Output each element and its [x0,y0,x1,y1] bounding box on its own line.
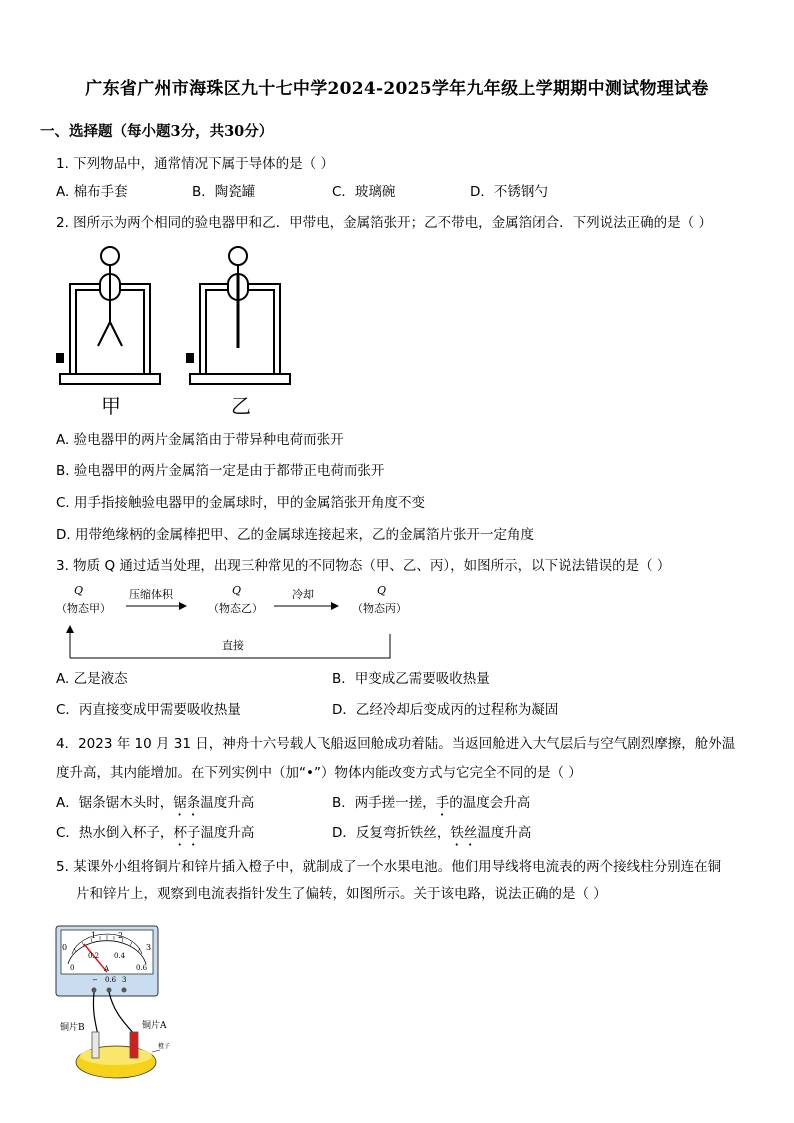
terminal-3-label: 3 [122,976,127,984]
section-heading: 一、选择题（每小题3分，共30分） [40,123,274,140]
back-arrow-label: 直接 [222,639,244,652]
state-3-label: （物态丙） [352,602,407,615]
meter-top-1: 1 [91,931,97,940]
q4-option-c [56,823,254,849]
fruit-battery-figure [54,924,184,1084]
plate-a-label: 铜片A [142,1021,167,1031]
q4-a-suffix: 温度升高 [200,795,255,811]
state-2-symbol: Q [232,584,242,597]
plate-a [130,1032,138,1058]
q2-option-a: A. 验电器甲的两片金属箔由于带异种电荷而张开 [56,432,344,448]
electroscope-figure [54,240,298,420]
meter-top-0: 0 [62,943,68,952]
q1-option-c: C．玻璃碗 [332,184,396,200]
label-yi: 乙 [231,394,251,418]
q2-option-c: C. 用手指接触验电器甲的金属球时，甲的金属箔张开角度不变 [56,495,426,511]
q3-option-c: C．丙直接变成甲需要吸收热量 [56,702,241,718]
q4-c-marked: 杯子 [173,825,201,841]
terminal-06 [107,988,112,993]
arrow-1-label: 压缩体积 [129,588,173,601]
state-1-symbol: Q [74,584,84,597]
orange-label: 橙子 [158,1043,171,1050]
q4-c-suffix: 温度升高 [200,825,255,841]
state-3-symbol: Q [377,584,387,597]
q4-d-marked: 铁丝 [450,825,478,841]
arrow-2-label: 冷却 [292,588,314,601]
q4-option-b [332,793,530,819]
electroscope-yi [187,247,290,384]
q4-option-a [56,793,254,819]
plate-b-label: 铜片B [60,1023,85,1033]
meter-top-2: 2 [118,931,124,940]
q3-option-d: D．乙经冷却后变成丙的过程称为凝固 [332,702,559,718]
meter-unit: A [104,965,110,973]
terminal-minus [92,988,97,993]
question-1: 1. 下列物品中，通常情况下属于导体的是（ ） [56,156,334,172]
question-5-line-1: 5. 某课外小组将铜片和锌片插入橙子中，就制成了一个水果电池。他们用导线将电流表的两个接线柱分别连在铜 [56,859,722,875]
q1-option-a: A. 棉布手套 [56,184,128,200]
q4-d-suffix: 温度升高 [477,825,532,841]
meter-top-3: 3 [146,943,152,952]
q1-option-d: D．不锈钢勺 [470,184,548,200]
q4-b-prefix: B．两手搓一搓， [332,795,436,811]
terminal-06-label: 0.6 [105,976,117,984]
state-2-label: （物态乙） [208,602,263,615]
state-flow-arrows [56,598,406,664]
meter-bottom-3: 0.6 [136,964,148,972]
q1-option-b: B．陶瓷罐 [192,184,256,200]
q4-b-suffix: 的温度会升高 [449,795,531,811]
terminal-3 [122,988,127,993]
q3-option-b: B．甲变成乙需要吸收热量 [332,671,490,687]
q4-c-prefix: C．热水倒入杯子， [56,825,174,841]
label-jia: 甲 [101,394,121,418]
state-1-label: （物态甲） [56,602,111,615]
q4-b-marked: 手 [435,795,450,811]
electroscope-jia [57,247,160,384]
q4-d-prefix: D．反复弯折铁丝， [332,825,451,841]
q3-option-a: A. 乙是液态 [56,671,128,687]
q2-option-d: D. 用带绝缘柄的金属棒把甲、乙的金属球连接起来，乙的金属箔片张开一定角度 [56,527,534,543]
question-3: 3. 物质 Q 通过适当处理，出现三种常见的不同物态（甲、乙、丙），如图所示，以下说法错误的是（ ） [56,558,671,574]
question-2: 2. 图所示为两个相同的验电器甲和乙．甲带电，金属箔张开；乙不带电，金属箔闭合．下列说法正确的是（ ） [56,215,712,231]
question-4-line-1: 4．2023 年 10 月 31 日，神舟十六号载人飞船返回舱成功着陆。当返回舱进入大气层后与空气剧烈摩擦，舱外温 [56,736,736,752]
meter-bottom-1: 0.2 [88,952,100,960]
plate-b [92,1032,99,1058]
q4-a-marked: 锯条 [173,795,201,811]
q4-a-prefix: A．锯条锯木头时， [56,795,174,811]
meter-bottom-2: 0.4 [114,952,126,960]
question-5-line-2: 片和锌片上，观察到电流表指针发生了偏转，如图所示。关于该电路，说法正确的是（ ） [76,886,607,902]
q2-option-b: B. 验电器甲的两片金属箔一定是由于都带正电荷而张开 [56,463,385,479]
meter-bottom-0: 0 [70,964,75,972]
question-4-line-2: 度升高，其内能增加。在下列实例中（加“•”）物体内能改变方式与它完全不同的是（ ） [56,765,582,781]
terminal-minus-label: − [92,976,98,984]
page-title: 广东省广州市海珠区九十七中学2024-2025学年九年级上学期期中测试物理试卷 [85,79,709,99]
q4-option-d [332,823,531,849]
